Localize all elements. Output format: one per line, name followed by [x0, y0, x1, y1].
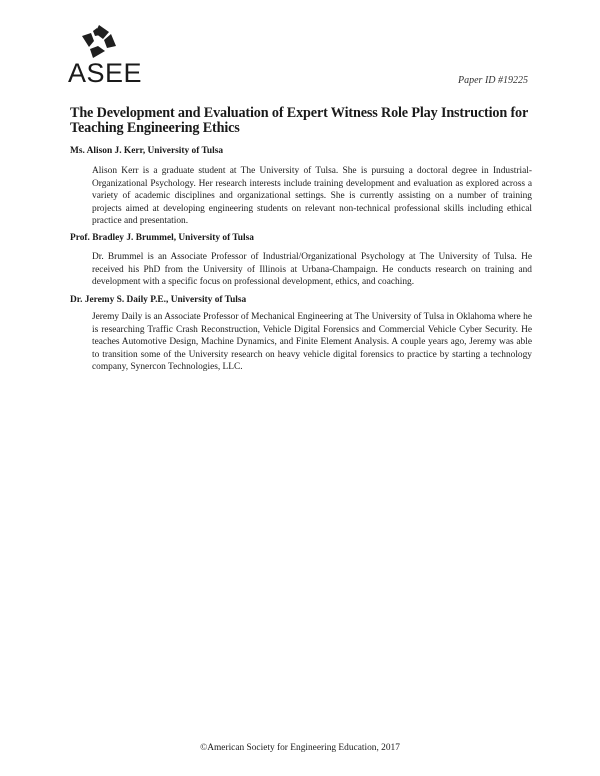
paper-title: The Development and Evaluation of Expert Witness Role Play Instruction for Teaching Engineering Ethics	[70, 105, 528, 136]
author-name: Ms. Alison J. Kerr, University of Tulsa	[70, 146, 224, 156]
author-name: Prof. Bradley J. Brummel, University of Tulsa	[70, 233, 254, 243]
asee-logo-text: ASEE	[68, 58, 143, 88]
copyright-footer: ©American Society for Engineering Education, 2017	[200, 743, 400, 753]
author-bio: Jeremy Daily is an Associate Professor of Mechanical Engineering at The University of Tulsa in Oklahoma where he is researching Traffic Crash Reconstruction, Vehicle Digital Forensics and Commercial Vehicle Cyber Security. He teaches Automotive Design, Machine Dynamics, and Finite Element Analysis. A couple years ago, Jeremy was able to transition some of the University research on heavy vehicle digital forensics to practice by starting a technology company, Synercon Technologies, LLC.	[92, 312, 532, 373]
author-bio: Dr. Brummel is an Associate Professor of Industrial/Organizational Psychology at The University of Tulsa. He received his PhD from the University of Illinois at Urbana-Champaign. He conducts research on training and development with a specific focus on professional development, ethics, and coaching.	[92, 252, 532, 288]
author-bio: Alison Kerr is a graduate student at The University of Tulsa. She is pursuing a doctoral degree in Industrial-Organizational Psychology. Her research interests include training development and evaluation as explored across a variety of academic disciplines and organizational settings. She is currently assisting on a number of training projects aimed at developing engineering students on relevant non-technical professional skills including ethical practice and presentation.	[92, 166, 532, 227]
author-name: Dr. Jeremy S. Daily P.E., University of Tulsa	[70, 295, 247, 305]
paper-id: Paper ID #19225	[458, 75, 528, 86]
